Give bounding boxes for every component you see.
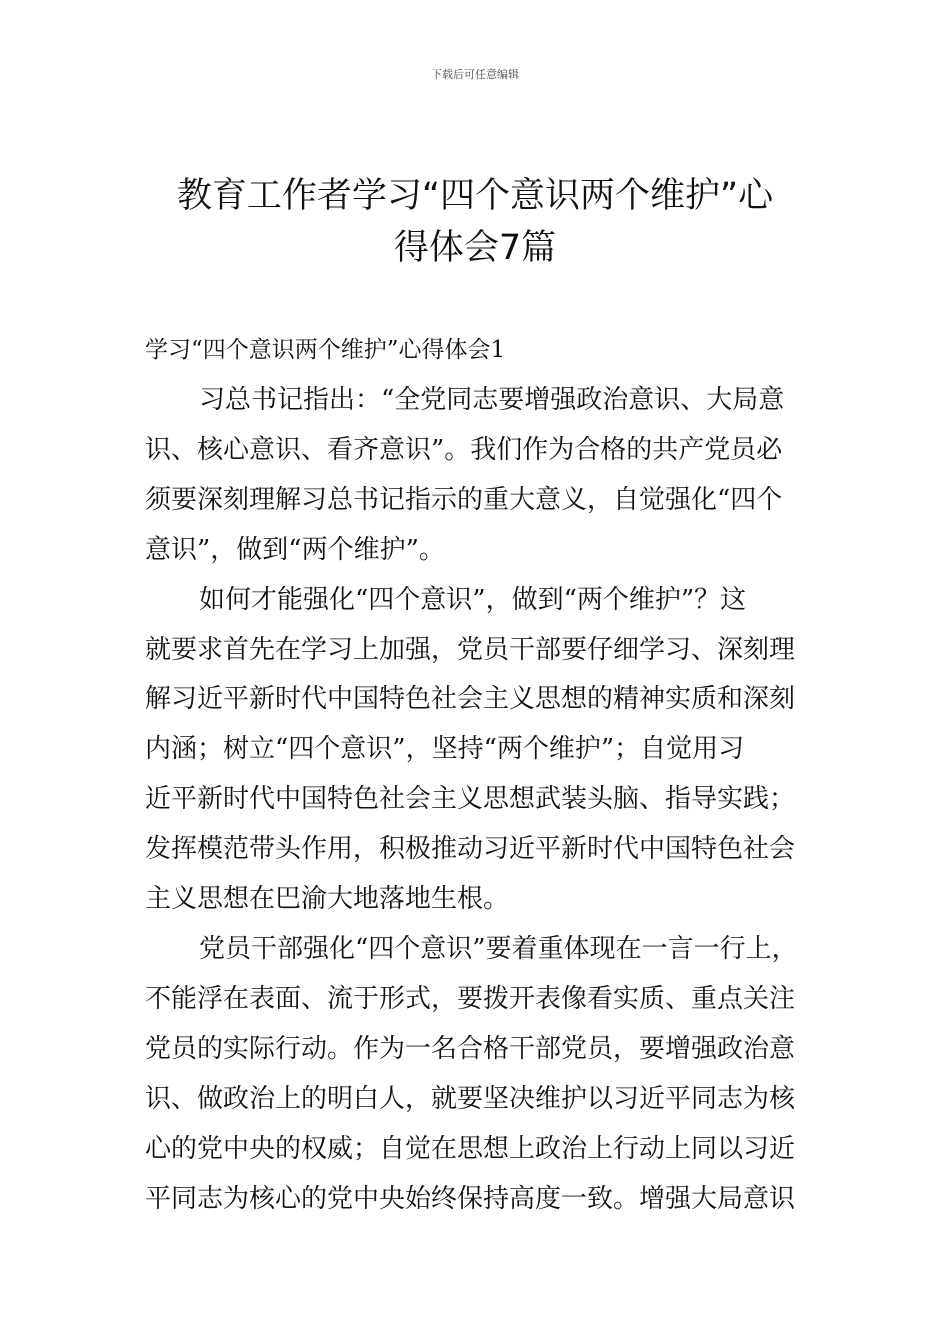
paragraph-line: 就要求首先在学习上加强，党员干部要仔细学习、深刻理 <box>145 634 796 665</box>
document-title <box>140 170 810 274</box>
paragraph <box>145 576 813 925</box>
document-body <box>145 376 813 1224</box>
paragraph-line: 发挥模范带头作用，积极推动习近平新时代中国特色社会 <box>145 834 796 865</box>
paragraph-line: 解习近平新时代中国特色社会主义思想的精神实质和深刻 <box>145 684 796 715</box>
paragraph-line: 须要深刻理解习总书记指示的重大意义，自觉强化“四个 <box>145 484 783 515</box>
header-note: 下载后可任意编辑 <box>431 68 519 81</box>
title-line: 教育工作者学习“四个意识两个维护”心 <box>176 176 774 216</box>
paragraph-line: 党员干部强化“四个意识”要着重体现在一言一行上， <box>199 933 798 964</box>
paragraph-line: 内涵；树立“四个意识”，坚持“两个维护”；自觉用习 <box>145 734 745 765</box>
title-line: 得体会7篇 <box>393 228 557 268</box>
paragraph-line: 识、核心意识、看齐意识”。我们作为合格的共产党员必 <box>145 434 783 465</box>
paragraph-line: 意识”，做到“两个维护”。 <box>145 534 445 565</box>
paragraph-line: 主义思想在巴渝大地落地生根。 <box>145 884 510 915</box>
paragraph-line: 如何才能强化“四个意识”，做到“两个维护”？这 <box>199 584 747 615</box>
paragraph-line: 识、做政治上的明白人，就要坚决维护以习近平同志为核 <box>145 1083 796 1114</box>
paragraph-line: 习总书记指出：“全党同志要增强政治意识、大局意 <box>199 385 785 415</box>
paragraph-line: 平同志为核心的党中央始终保持高度一致。增强大局意识 <box>145 1183 796 1214</box>
paragraph-line: 不能浮在表面、流于形式，要拨开表像看实质、重点关注 <box>145 983 796 1014</box>
paragraph <box>145 925 813 1224</box>
paragraph-line: 心的党中央的权威；自觉在思想上政治上行动上同以习近 <box>145 1133 796 1164</box>
paragraph-line: 近平新时代中国特色社会主义思想武装头脑、指导实践； <box>145 784 796 815</box>
section-heading: 学习“四个意识两个维护”心得体会1 <box>145 337 506 363</box>
paragraph <box>145 376 813 576</box>
paragraph-line: 党员的实际行动。作为一名合格干部党员，要增强政治意 <box>145 1033 796 1064</box>
